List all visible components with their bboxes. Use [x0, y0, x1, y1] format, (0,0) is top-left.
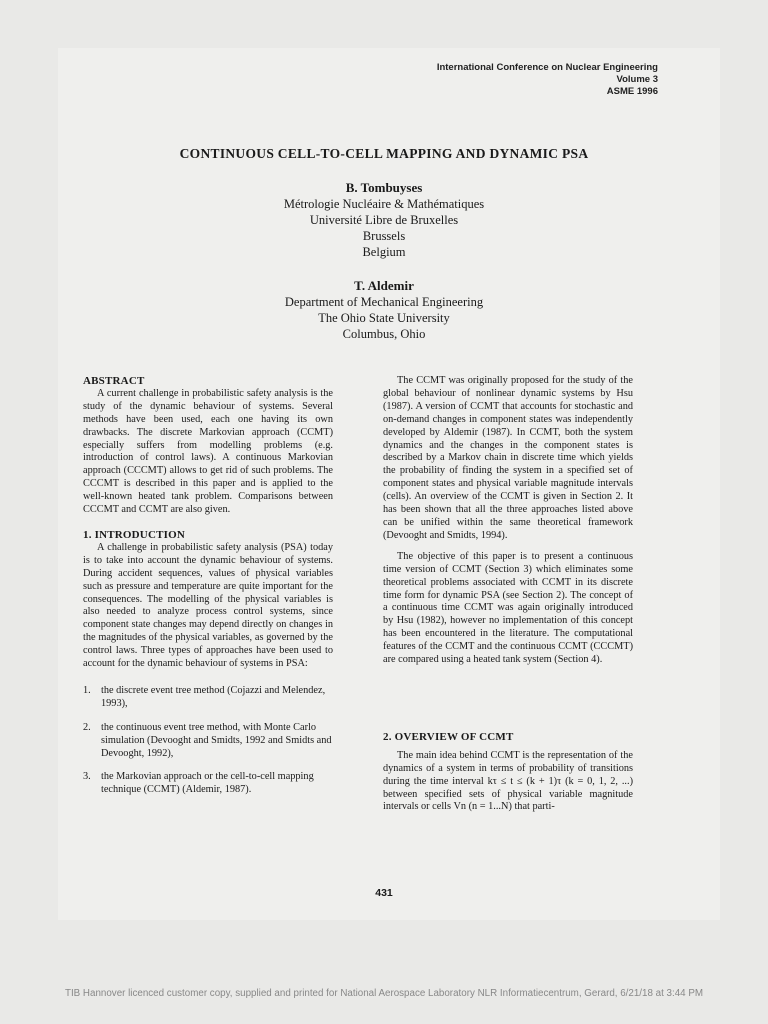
- list-item-number: 1.: [83, 684, 91, 696]
- affiliation-line: Brussels: [362, 229, 406, 243]
- author-name: B. Tombuyses: [345, 180, 423, 195]
- list-item-number: 3.: [83, 771, 91, 783]
- overview-paragraph: The CCMT was originally proposed for the study of the global behaviour of nonlinear dynamic systems by Hsu (1987). A version of CCMT that accounts for stochastic and on-demand changes in component states was independently developed by Aldemir (1987). In CCMT, both the system dynamics and the changes in the component states is described by a Markov chain in discrete time which yields the probability of finding the system in a specified set of component states and physical variable magnitude intervals (cells). An overview of the CCMT is given in Section 2. It has been shown that all the three approaches listed above can be unified within the same theoretical framework (Devooght and Smidts, 1994).: [383, 375, 633, 541]
- list-item: [83, 685, 333, 711]
- page-number: 431: [375, 887, 393, 899]
- conference-header: [437, 62, 658, 98]
- abstract-heading: ABSTRACT: [83, 375, 145, 387]
- affiliation-line: The Ohio State University: [318, 311, 450, 325]
- affiliation-line: Department of Mechanical Engineering: [284, 295, 484, 309]
- footer-license-note: TIB Hannover licenced customer copy, supplied and printed for National Aerospace Laboratory NLR Informatiecentrum, Gerard, 6/21/18 at 3:44 PM: [64, 988, 704, 999]
- author-block-2: [0, 278, 768, 342]
- right-column: [383, 375, 633, 814]
- section-2-heading: 2. OVERVIEW OF CCMT: [383, 730, 514, 743]
- section-2-text: The main idea behind CCMT is the representation of the dynamics of a system in terms of probability of transitions during the time interval kτ ≤ t ≤ (k + 1)τ (k = 0, 1, 2, ...) between specified sets of physical variable magnitude intervals or cells Vn (n = 1...N) that parti-: [383, 749, 633, 813]
- abstract-text: A current challenge in probabilistic safety analysis is the study of the dynamic behaviour of systems. Several methods have been used, each one having its own drawbacks. The discrete Markovian approach (CCMT) especially suffers from modelling problems (e.g. introduction of control laws). A continuous Markovian approach (CCCMT) allows to get rid of such problems. The CCCMT is described in this paper and is applied to the well-known heated tank problem. Comparisons between CCCMT and CCMT are also given.: [83, 387, 333, 516]
- list-item-text: the Markovian approach or the cell-to-cell mapping technique (CCMT) (Aldemir, 1987).: [101, 771, 314, 796]
- objective-paragraph: The objective of this paper is to present a continuous time version of CCMT (Section 3) which eliminates some theoretical problems associated with CCMT in its discrete time form for dynamic PSA (see Section 2). The concept of a continuous time CCMT was again originally introduced by Hsu (1982), however no implementation of this concept has been encountered in the literature. The computational features of the CCMT and the continuous CCMT (CCCMT) are compared using a heated tank system (Section 4).: [383, 550, 633, 666]
- conference-publisher: ASME 1996: [606, 86, 658, 97]
- list-item-text: the discrete event tree method (Cojazzi and Melendez, 1993),: [101, 684, 326, 709]
- affiliation-line: Columbus, Ohio: [342, 327, 426, 341]
- conference-name: International Conference on Nuclear Engineering: [436, 62, 658, 73]
- author-block-1: [0, 180, 768, 260]
- author-name: T. Aldemir: [354, 278, 414, 293]
- affiliation-line: Métrologie Nucléaire & Mathématiques: [283, 197, 485, 211]
- approaches-list: [83, 685, 333, 797]
- affiliation-line: Université Libre de Bruxelles: [309, 213, 459, 227]
- list-item: [83, 771, 333, 797]
- affiliation-line: Belgium: [362, 245, 406, 259]
- conference-volume: Volume 3: [616, 74, 658, 85]
- list-item-number: 2.: [83, 721, 91, 733]
- paper-title: CONTINUOUS CELL-TO-CELL MAPPING AND DYNAMIC PSA: [179, 146, 589, 161]
- introduction-text: A challenge in probabilistic safety analysis (PSA) today is to take into account the dynamic behaviour of systems. During accident sequences, values of physical variables such as pressure and temperature are quite important for the consequences. The modelling of the physical variables is also needed to analyze process control systems, since component state changes may depend directly on changes in the magnitudes of the physical variables, as governed by the control laws. Three types of approaches have been used to account for the dynamic behaviour of systems in PSA:: [83, 541, 333, 670]
- left-column: [83, 375, 333, 797]
- list-item: [83, 722, 333, 761]
- introduction-heading: 1. INTRODUCTION: [83, 528, 186, 541]
- list-item-text: the continuous event tree method, with Monte Carlo simulation (Devooght and Smidts, 1992 and Smidts and Devooght, 1992),: [101, 721, 332, 759]
